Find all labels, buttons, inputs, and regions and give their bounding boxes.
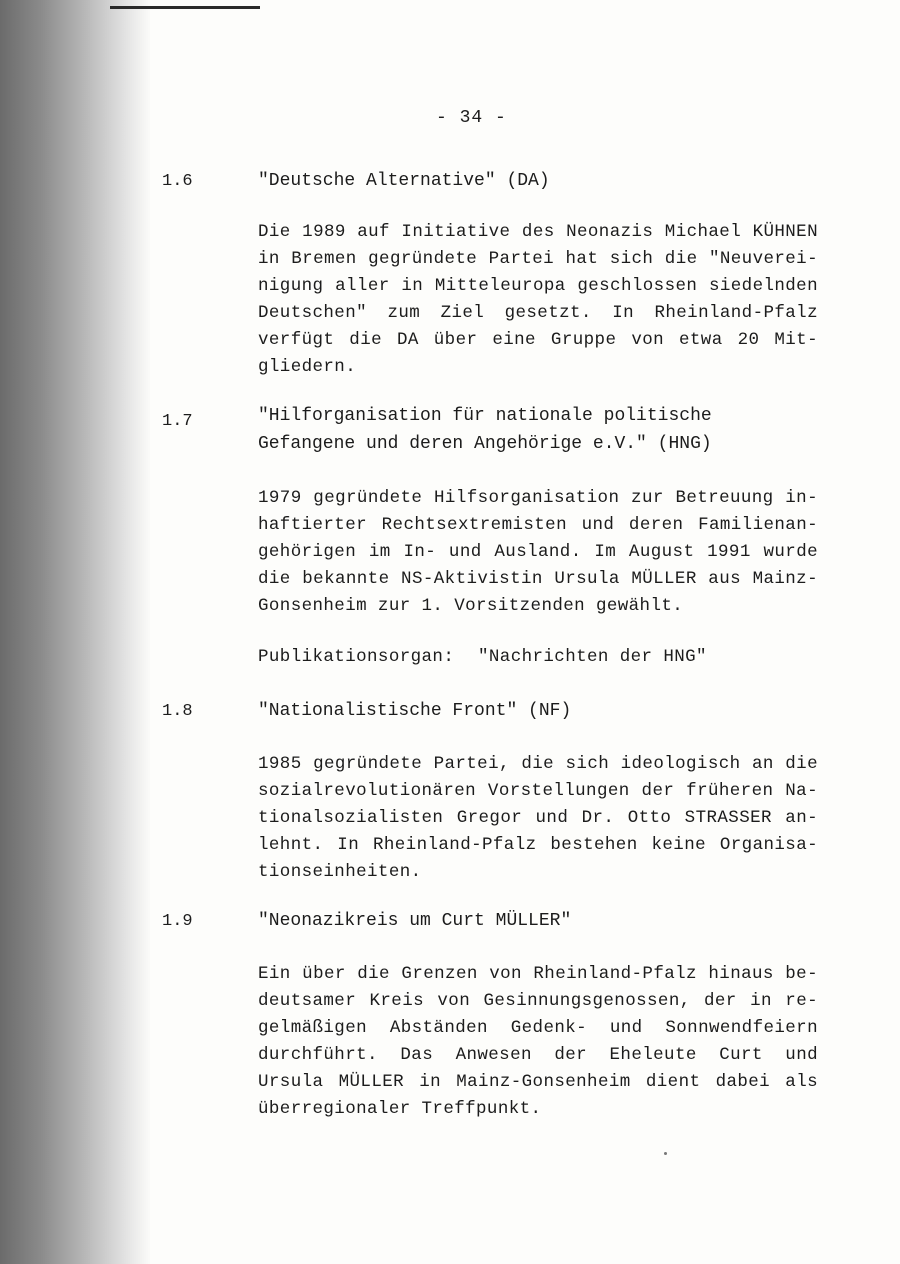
- publication-line: [258, 647, 707, 667]
- heading-line: Gefangene und deren Angehörige e.V." (HNG): [258, 434, 712, 454]
- body-line: gehörigen im In- und Ausland. Im August 1991 wurde: [258, 542, 818, 562]
- body-line: lehnt. In Rheinland-Pfalz bestehen keine Organisa-: [258, 835, 818, 855]
- body-line: Ursula MÜLLER in Mainz-Gonsenheim dient dabei als: [258, 1072, 818, 1092]
- section-heading-1-6: [258, 167, 550, 195]
- body-line: die bekannte NS-Aktivistin Ursula MÜLLER aus Mainz-: [258, 569, 818, 589]
- scan-speck: [664, 1152, 667, 1155]
- body-line: haftierter Rechtsextremisten und deren Familienan-: [258, 515, 818, 535]
- heading-line: "Hilforganisation für nationale politische: [258, 406, 712, 426]
- section-body-1-9: [258, 961, 818, 1123]
- body-line: gliedern.: [258, 357, 357, 377]
- section-body-1-8: [258, 751, 818, 886]
- body-line: tionseinheiten.: [258, 862, 422, 882]
- section-body-1-6: [258, 219, 818, 381]
- heading-line: "Nationalistische Front" (NF): [258, 701, 572, 721]
- body-line: verfügt die DA über eine Gruppe von etwa 20 Mit-: [258, 330, 818, 350]
- body-line: Die 1989 auf Initiative des Neonazis Michael KÜHNEN: [258, 222, 818, 242]
- body-line: tionalsozialisten Gregor und Dr. Otto STRASSER an-: [258, 808, 818, 828]
- body-line: überregionaler Treffpunkt.: [258, 1099, 542, 1119]
- section-heading-1-7: [258, 402, 712, 458]
- scan-edge-line: [110, 6, 260, 9]
- page-number: - 34 -: [436, 108, 507, 128]
- scan-binding-shadow: [0, 0, 150, 1264]
- body-line: 1985 gegründete Partei, die sich ideologisch an die: [258, 754, 818, 774]
- body-line: in Bremen gegründete Partei hat sich die "Neuverei-: [258, 249, 818, 269]
- body-line: deutsamer Kreis von Gesinnungsgenossen, der in re-: [258, 991, 818, 1011]
- heading-line: "Neonazikreis um Curt MÜLLER": [258, 911, 572, 931]
- section-number-1-7: 1.7: [162, 412, 193, 431]
- heading-line: "Deutsche Alternative" (DA): [258, 171, 550, 191]
- section-number-1-8: 1.8: [162, 702, 193, 721]
- section-heading-1-9: [258, 907, 571, 935]
- body-line: 1979 gegründete Hilfsorganisation zur Betreuung in-: [258, 488, 818, 508]
- section-heading-1-8: [258, 697, 571, 725]
- body-line: durchführt. Das Anwesen der Eheleute Curt und: [258, 1045, 818, 1065]
- publication-value: "Nachrichten der HNG": [478, 647, 707, 667]
- body-line: sozialrevolutionären Vorstellungen der früheren Na-: [258, 781, 818, 801]
- publication-label: Publikationsorgan:: [258, 647, 455, 667]
- section-number-1-6: 1.6: [162, 172, 193, 191]
- section-number-1-9: 1.9: [162, 912, 193, 931]
- body-line: Gonsenheim zur 1. Vorsitzenden gewählt.: [258, 596, 684, 616]
- section-body-1-7: [258, 485, 818, 620]
- body-line: gelmäßigen Abständen Gedenk- und Sonnwendfeiern: [258, 1018, 818, 1038]
- body-line: Deutschen" zum Ziel gesetzt. In Rheinland-Pfalz: [258, 303, 818, 323]
- body-line: Ein über die Grenzen von Rheinland-Pfalz hinaus be-: [258, 964, 818, 984]
- body-line: nigung aller in Mitteleuropa geschlossen siedelnden: [258, 276, 818, 296]
